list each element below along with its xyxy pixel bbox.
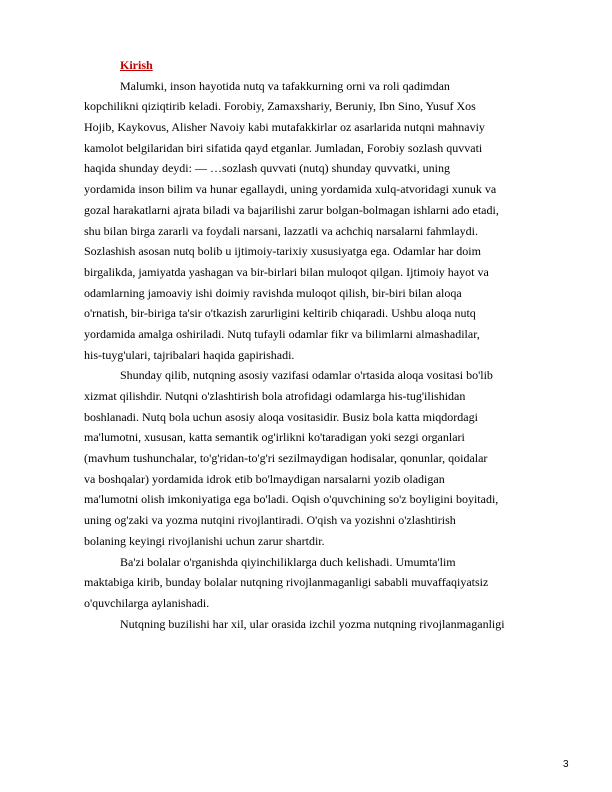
text-line: xizmat qilishdir. Nutqni o'zlashtirish bola atrofidagi odamlarga his-tug'ilishidan (84, 389, 466, 403)
text-line: boshlanadi. Nutq bola uchun asosiy aloqa vositasidir. Busiz bola katta miqdordagi (84, 409, 478, 424)
text-line: haqida shunday deydi: ― …sozlash quvvati (nutq) shunday quvvatki, uning (84, 161, 450, 176)
text-line: ma'lumotni, xususan, katta semantik og'irlikni ko'taradigan yoki sezgi organlari (84, 430, 465, 445)
text-line: Ba'zi bolalar o'rganishda qiyinchiliklarga duch kelishadi. Umumta'lim (120, 554, 456, 569)
text-line: o'quvchilarga aylanishadi. (84, 595, 210, 610)
document-body (84, 55, 570, 634)
text-line: birgalikda, jamiyatda yashagan va bir-birlari bilan muloqot qilgan. Ijtimoiy hayot va (84, 264, 489, 279)
text-line: maktabiga kirib, bunday bolalar nutqning rivojlanmaganligi sababli muvaffaqiyatsiz (84, 575, 489, 590)
text-line: shu bilan birga zararli va foydali narsani, lazzatli va achchiq narsalarni fahmlaydi. (84, 223, 478, 238)
text-line: o'rnatish, bir-biriga ta'sir o'tkazish zarurligini keltirib chiqaradi. Ushbu aloqa nutq (84, 306, 476, 321)
text-line: (mavhum tushunchalar, to'g'ridan-to'g'ri sezilmaydigan hodisalar, qonunlar, qoidalar (84, 451, 488, 466)
text-line: Hojib, Kaykovus, Alisher Navoiy kabi mutafakkirlar oz asarlarida nutqni mahnaviy (84, 120, 485, 135)
text-line: bolaning keyingi rivojlanishi uchun zarur shartdir. (84, 533, 325, 548)
text-line: odamlarning jamoaviy ishi doimiy ravishda muloqot qilish, bir-biri bilan aloqa (84, 285, 462, 300)
text-line: uning og'zaki va yozma nutqini rivojlantiradi. O'qish va yozishni o'zlashtirish (84, 513, 456, 528)
text-line: kamolot belgilaridan biri sifatida qayd etganlar. Jumladan, Forobiy sozlash quvvati (84, 140, 483, 155)
text-line: kopchilikni qiziqtirib keladi. Forobiy, Zamaxshariy, Beruniy, Ibn Sino, Yusuf Xos (84, 99, 476, 114)
text-line: Shunday qilib, nutqning asosiy vazifasi odamlar o'rtasida aloqa vositasi bo'lib (120, 368, 493, 383)
text-line: Malumki, inson hayotida nutq va tafakkurning orni va roli qadimdan (120, 78, 450, 93)
text-line: yordamida inson bilim va hunar egallaydi, uning yordamida xulq-atvoridagi xunuk va (84, 182, 497, 197)
text-line: Nutqning buzilishi har xil, ular orasida izchil yozma nutqning rivojlanmaganligi (120, 616, 505, 631)
page-number: 3 (563, 759, 569, 770)
text-line: his-tuyg'ulari, tajribalari haqida gapirishadi. (84, 347, 295, 362)
section-heading: Kirish (120, 58, 153, 72)
text-line: Sozlashish asosan nutq bolib u ijtimoiy-tarixiy xususiyatga ega. Odamlar har doim (84, 244, 481, 259)
text-line: ma'lumotni olish imkoniyatiga ega bo'ladi. Oqish o'quvchining so'z boyligini boyitadi, (84, 492, 499, 507)
text-line: va boshqalar) yordamida idrok etib bo'lmaydigan narsalarni yozib oladigan (84, 471, 445, 486)
text-line: yordamida amalga oshiriladi. Nutq tufayli odamlar fikr va bilimlarni almashadilar, (84, 326, 480, 341)
paragraph-text (84, 76, 570, 635)
text-line: gozal harakatlarni ajrata biladi va bajarilishi zarur bolgan-bolmagan ishlarni ado etadi, (84, 202, 499, 217)
